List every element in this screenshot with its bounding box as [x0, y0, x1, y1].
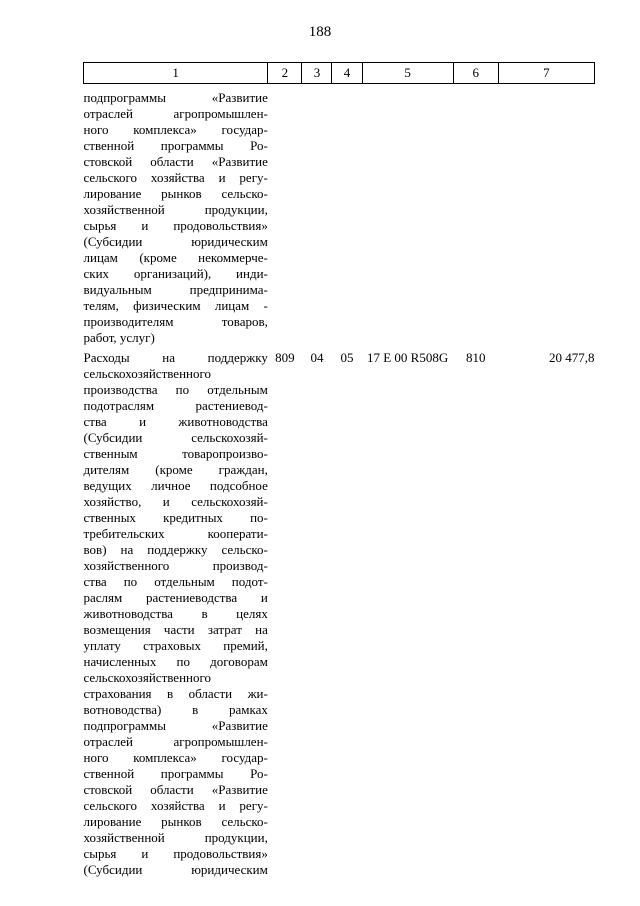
section-code: [302, 84, 332, 347]
description-line: возмещения части затрат на: [83, 622, 268, 637]
description-line: вотноводства) в рамках: [83, 702, 268, 717]
description-line: видуальным предпринима-: [83, 282, 268, 297]
description-line: сельскохозяйственного: [83, 366, 211, 381]
description-line: ственных кредитных по-: [83, 510, 268, 525]
description-line: сельскохозяйственного: [83, 670, 211, 685]
description-line: Расходы на поддержку: [83, 350, 268, 365]
table-row: [84, 346, 595, 878]
description-line: раслям растениеводства и: [83, 590, 268, 605]
budget-table: [83, 62, 595, 878]
subsection-code: 05: [340, 350, 354, 365]
description-line: уплату страховых премий,: [83, 638, 268, 653]
header-col-4: 4: [332, 63, 362, 84]
header-col-1: 1: [84, 63, 268, 84]
description-line: телям, физическим лицам -: [83, 298, 268, 313]
ministry-code: 809: [275, 350, 295, 365]
description-line: ственной программы Ро-: [83, 138, 268, 153]
description-line: производителям товаров,: [83, 314, 268, 329]
description-line: хозяйственного производ-: [83, 558, 268, 573]
description-line: стовской области «Развитие: [83, 154, 268, 169]
description-line: ного комплекса» государ-: [83, 750, 268, 765]
expense-type-code: 810: [465, 350, 486, 365]
description-line: вов) на поддержку сельско-: [83, 542, 268, 557]
description-line: требительских кооперати-: [83, 526, 268, 541]
header-col-6: 6: [453, 63, 498, 84]
description-line: начисленных по договорам: [83, 654, 268, 669]
amount: [498, 84, 594, 347]
table-row: [84, 84, 595, 347]
section-code: 04: [310, 350, 324, 365]
target-article-code: [362, 84, 453, 347]
description-line: ства и животноводства: [83, 414, 268, 429]
description-line: отраслей агропромышлен-: [83, 734, 268, 749]
description-line: ведущих личное подсобное: [83, 478, 268, 493]
expense-type-code: [453, 84, 498, 347]
description-line: хозяйство, и сельскохозяй-: [83, 494, 268, 509]
description-line: лирование рынков сельско-: [83, 186, 268, 201]
table-header-row: [84, 63, 595, 84]
description-line: подпрограммы «Развитие: [83, 718, 268, 733]
description-line: подотраслям растениевод-: [83, 398, 268, 413]
description-line: лирование рынков сельско-: [83, 814, 268, 829]
description-line: дителям (кроме граждан,: [83, 462, 268, 477]
description-line: (Субсидии юридическим: [83, 234, 268, 249]
description-line: (Субсидии юридическим: [83, 862, 268, 877]
description-line: ного комплекса» государ-: [83, 122, 268, 137]
description-line: стовской области «Развитие: [83, 782, 268, 797]
header-col-3: 3: [302, 63, 332, 84]
target-article-code: 17 Е 00 R508G: [366, 350, 449, 365]
description-line: производства по отдельным: [83, 382, 268, 397]
amount: 20 477,8: [549, 350, 595, 365]
description-line: хозяйственной продукции,: [83, 830, 268, 845]
description-line: хозяйственной продукции,: [83, 202, 268, 217]
header-col-5: 5: [362, 63, 453, 84]
row-description: [84, 346, 268, 878]
subsection-code: [332, 84, 362, 347]
description-line: лицам (кроме некоммерче-: [83, 250, 268, 265]
description-line: отраслей агропромышлен-: [83, 106, 268, 121]
description-line: ства по отдельным подот-: [83, 574, 268, 589]
description-line: сырья и продовольствия»: [83, 218, 268, 233]
page-number: 188: [308, 24, 332, 40]
description-line: страхования в области жи-: [83, 686, 268, 701]
header-col-7: 7: [498, 63, 594, 84]
description-line: ских организаций), инди-: [83, 266, 268, 281]
description-line: (Субсидии сельскохозяй-: [83, 430, 268, 445]
description-line: подпрограммы «Развитие: [83, 90, 268, 105]
row-description: [84, 84, 268, 347]
description-line: ственной программы Ро-: [83, 766, 268, 781]
description-line: сельского хозяйства и регу-: [83, 798, 268, 813]
description-line: ственным товаропроизво-: [83, 446, 268, 461]
description-line: сельского хозяйства и регу-: [83, 170, 268, 185]
ministry-code: [268, 84, 302, 347]
header-col-2: 2: [268, 63, 302, 84]
description-line: сырья и продовольствия»: [83, 846, 268, 861]
description-line: работ, услуг): [83, 330, 155, 345]
description-line: животноводства в целях: [83, 606, 268, 621]
